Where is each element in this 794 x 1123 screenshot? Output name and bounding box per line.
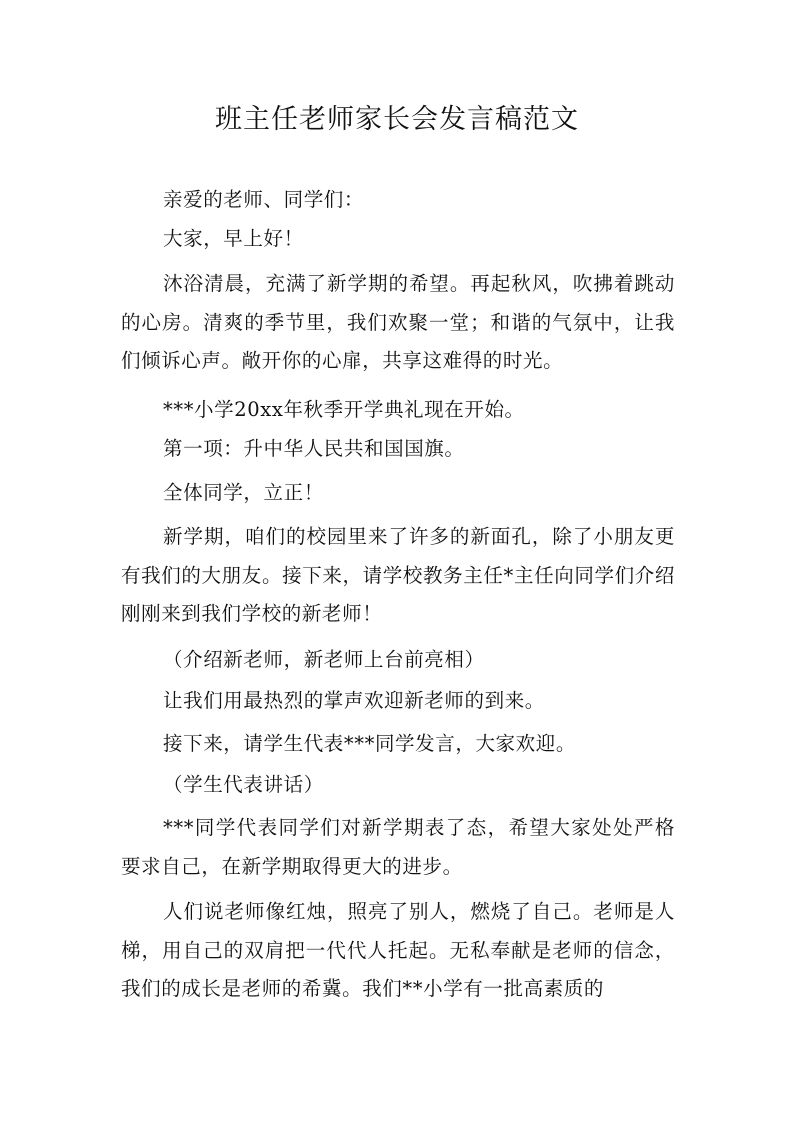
- paragraph-ceremony-start: ***小学20xx年秋季开学典礼现在开始。: [163, 398, 525, 421]
- paragraph-student-pledge: ***同学代表同学们对新学期表了态，希望大家处处严格要求自己，在新学期取得更大的进步。: [121, 816, 675, 878]
- paragraph-teachers-tribute: 人们说老师像红烛，照亮了别人，燃烧了自己。老师是人梯，用自己的双肩把一代代人托起。无私奉献是老师的信念，我们的成长是老师的希冀。我们**小学有一批高素质的: [121, 900, 675, 1001]
- paragraph-new-teachers: 新学期，咱们的校园里来了许多的新面孔，除了小朋友更有我们的大朋友。接下来，请学校教务主任*主任向同学们介绍刚刚来到我们学校的新老师！: [121, 525, 675, 626]
- paragraph-flag-raising: 第一项：升中华人民共和国国旗。: [163, 437, 465, 460]
- paragraph-opening: 沐浴清晨，充满了新学期的希望。再起秋风，吹拂着跳动的心房。清爽的季节里，我们欢聚一堂；和谐的气氛中，让我们倾诉心声。敞开你的心扉，共享这难得的时光。: [121, 272, 675, 373]
- paragraph-student-speech: （学生代表讲话）: [163, 773, 324, 796]
- paragraph-applause: 让我们用最热烈的掌声欢迎新老师的到来。: [163, 689, 545, 712]
- paragraph-good-morning: 大家，早上好！: [163, 227, 304, 250]
- paragraph-introduce-teachers: （介绍新老师，新老师上台前亮相）: [163, 648, 485, 671]
- document-title: 班主任老师家长会发言稿范文: [215, 104, 579, 135]
- paragraph-greeting: 亲爱的老师、同学们：: [163, 188, 365, 211]
- paragraph-student-speech-intro: 接下来，请学生代表***同学发言，大家欢迎。: [163, 732, 576, 755]
- paragraph-stand-at-attention: 全体同学，立正！: [163, 481, 324, 504]
